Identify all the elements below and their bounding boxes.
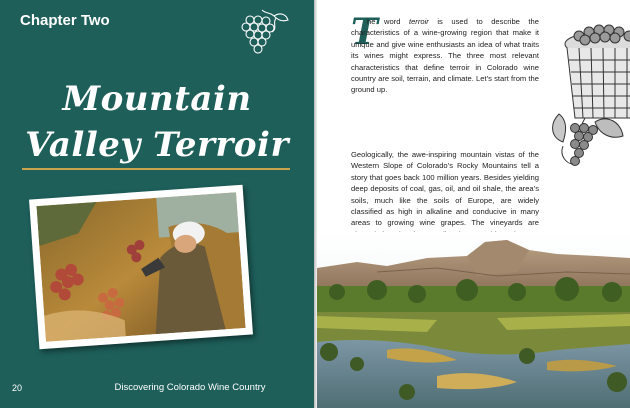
chapter-label: Chapter Two bbox=[20, 12, 110, 29]
harvest-photo-frame bbox=[29, 185, 253, 350]
chapter-title-line1: Mountain bbox=[62, 79, 252, 119]
paragraph-2: Geologically, the awe-inspiring mountain vistas of the Western Slope of Colorado’s Rocky Mountains tell a story that goes back 100 million years. Besides yielding deep deposits of coal, gas, oil, and oil shale, the area’s soils, much like the soils of Europe, are widely classified as high in alkaline and conducive in many areas to growing wine grapes. The vineyards are bbox=[351, 150, 539, 228]
left-page bbox=[0, 0, 314, 408]
paragraph-1-start: he word bbox=[367, 17, 409, 26]
grape-cluster-doodle-icon bbox=[232, 6, 292, 58]
paragraph-1-rest: is used to describe the characteristics of a wine-growing region that make it unique and give wine enthusiasts an idea of what traits its wines might express. The three most relevant characteristics that define terroir in Colorado wine country are soil, terrain, and climate. Let’s start from the ground up. bbox=[351, 17, 539, 95]
drop-cap: T bbox=[351, 11, 378, 53]
title-underline bbox=[22, 168, 290, 170]
chapter-title-line2: Valley Terroir bbox=[25, 125, 289, 165]
grape-harvest-photo bbox=[37, 192, 246, 342]
running-footer: Discovering Colorado Wine Country bbox=[114, 382, 266, 393]
paragraph-1 bbox=[351, 11, 539, 96]
right-page bbox=[317, 0, 630, 408]
page-number: 20 bbox=[12, 383, 23, 393]
grape-basket-illustration-icon bbox=[545, 14, 630, 174]
term-terroir: terroir bbox=[408, 17, 429, 26]
mesa-landscape-photo bbox=[317, 232, 630, 408]
